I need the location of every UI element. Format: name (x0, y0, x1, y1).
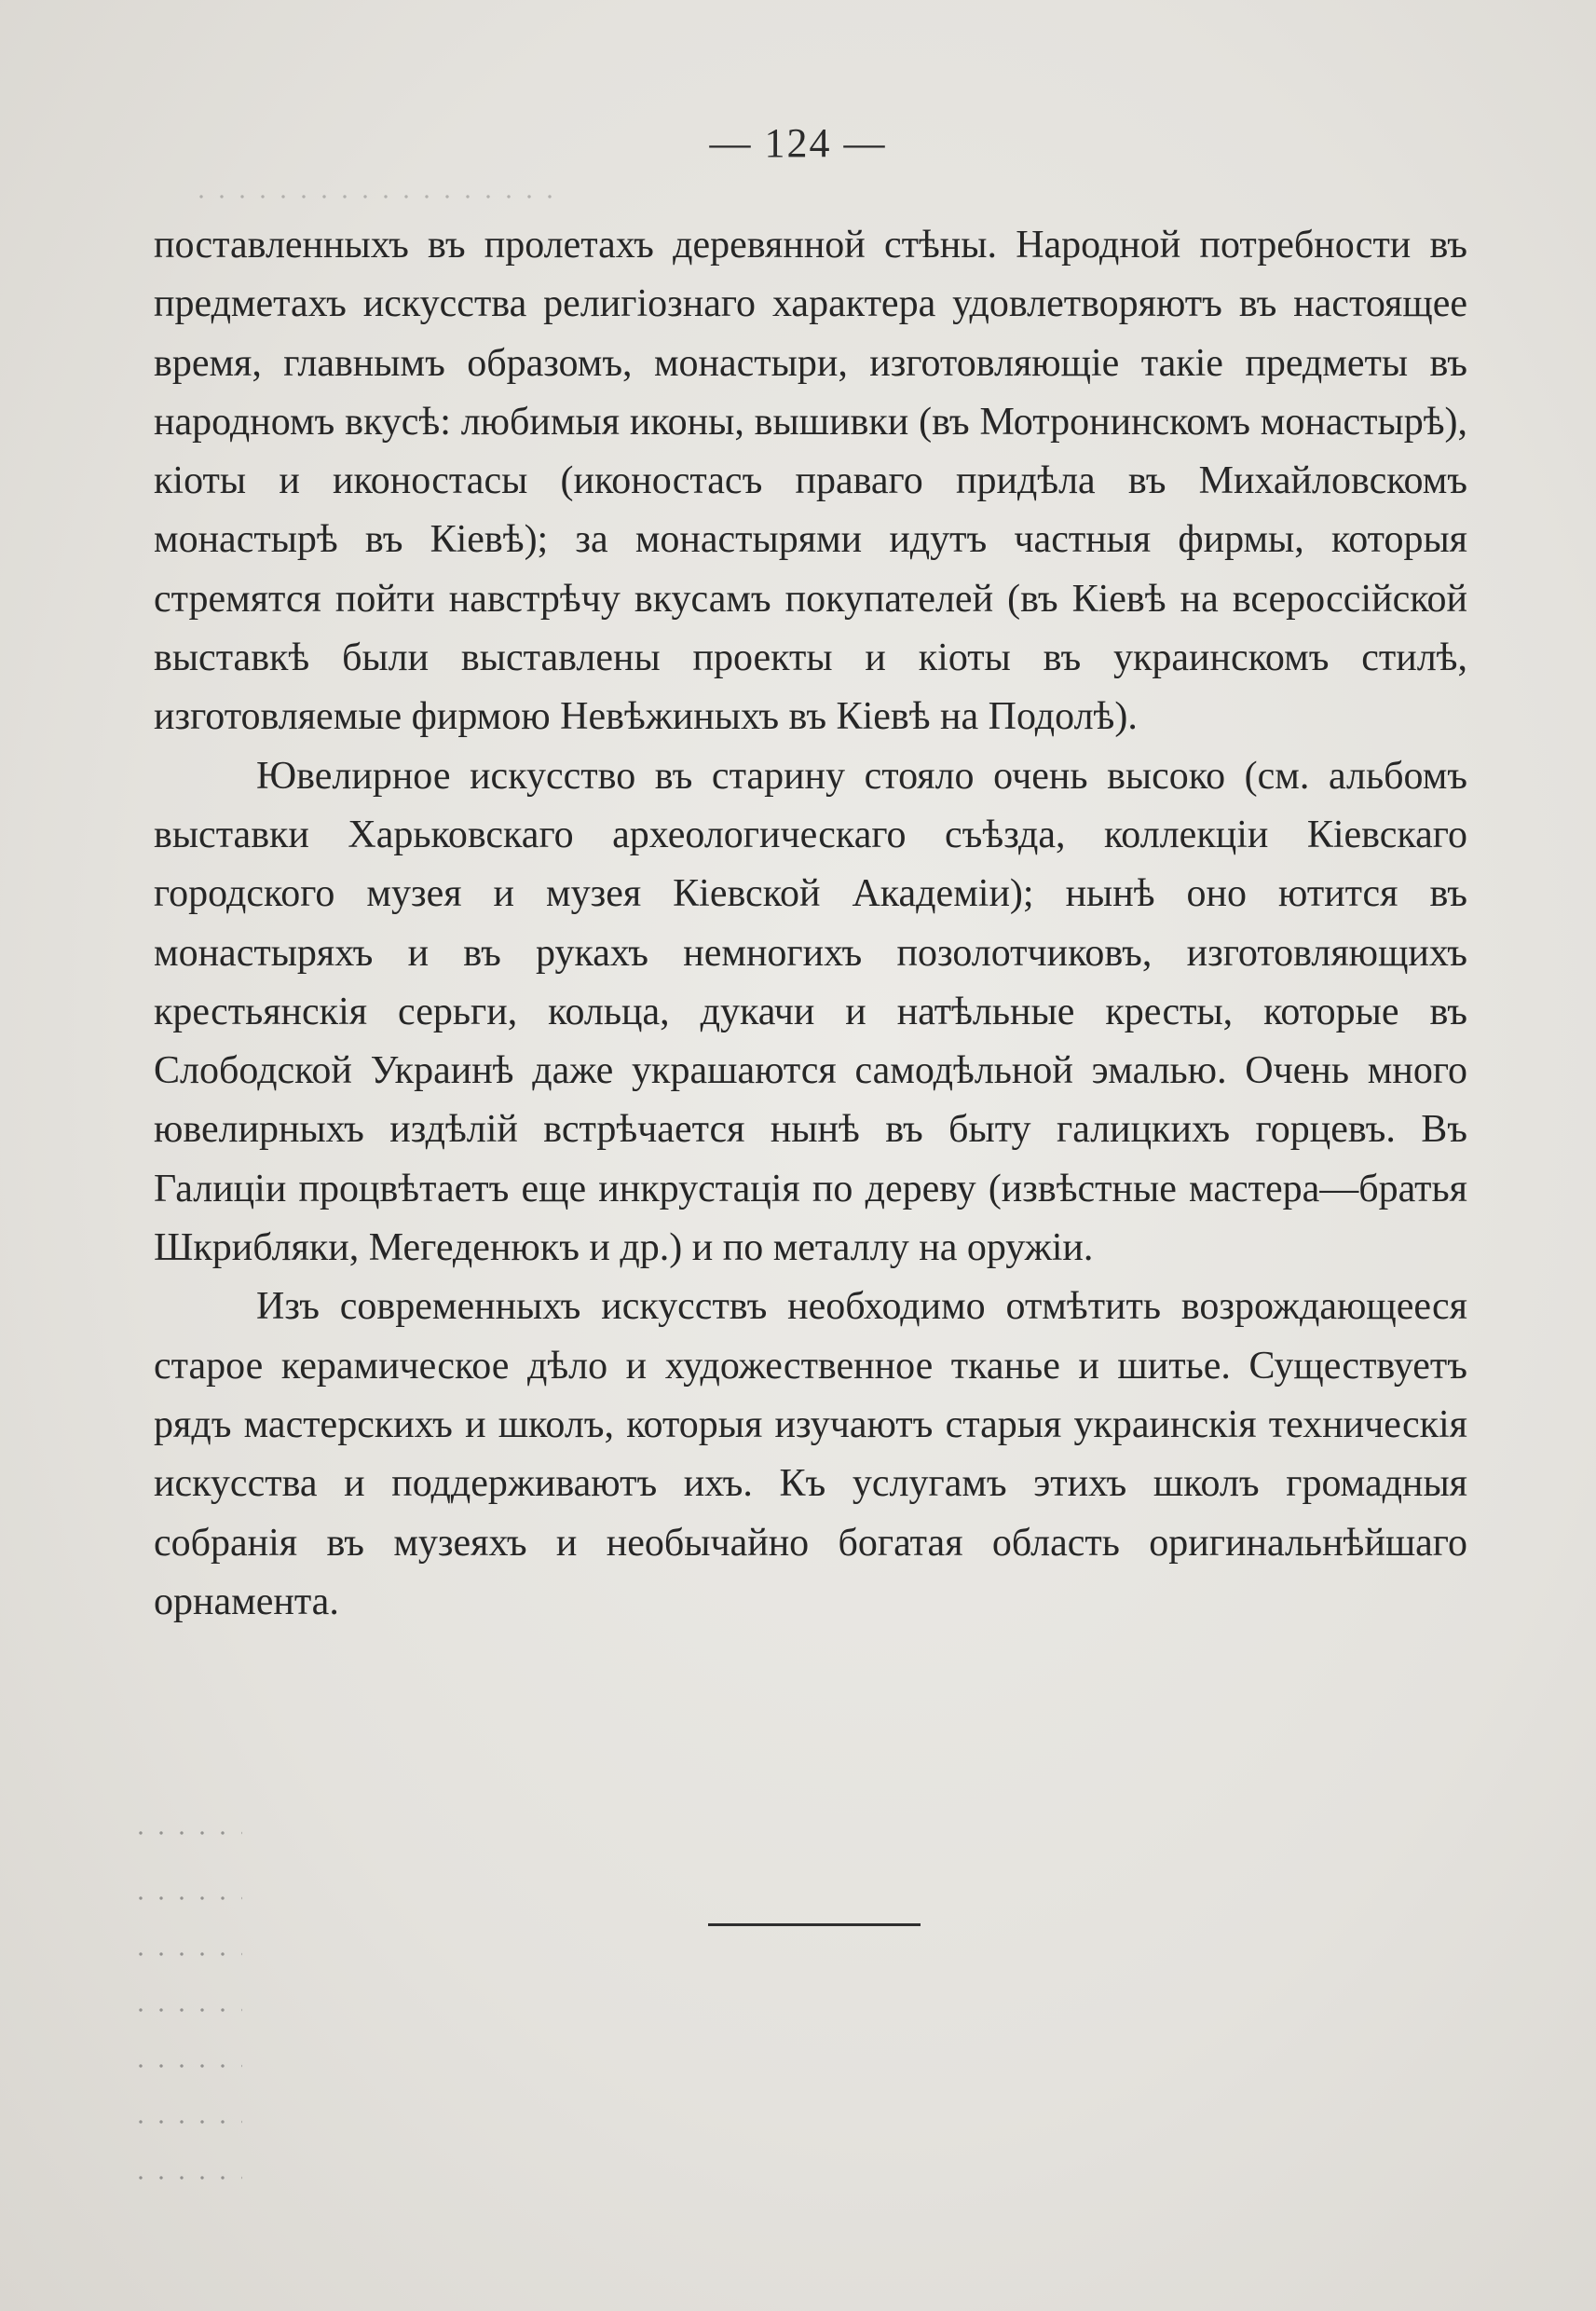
end-rule (708, 1923, 921, 1926)
paragraph-continuation: поставленныхъ въ пролетахъ деревянной стѣны. Народной потребности въ предметахъ искусства религіознаго характера удовлетворяютъ въ настоящее время, главнымъ образомъ, монастыри, изготовляющіе такіе предметы въ народномъ вкусѣ: любимыя иконы, вышивки (въ Мотронинскомъ монастырѣ), кіоты и иконостасы (иконостасъ праваго придѣла въ Михайловскомъ монастырѣ въ Кіевѣ); за монастырями идутъ частныя фирмы, которыя стремятся пойти навстрѣчу вкусамъ покупателей (въ Кіевѣ на всероссійской выставкѣ были выставлены проекты и кіоты въ украинскомъ стилѣ, изготовляемые фирмою Невѣжиныхъ въ Кіевѣ на Подолѣ). (154, 224, 1467, 739)
margin-dots-6 (130, 2115, 242, 2128)
margin-dots-5 (130, 2059, 242, 2072)
body-text (154, 216, 1467, 1632)
paragraph-jewelry: Ювелирное искусство въ старину стояло очень высоко (см. альбомъ выставки Харьковскаго археологическаго съѣзда, коллекціи Кіевскаго городского музея и музея Кіевской Академіи); нынѣ оно ютится въ монастыряхъ и въ рукахъ немногихъ позолотчиковъ, изготовляющихъ крестьянскія серьги, кольца, дукачи и натѣльные кресты, которые въ Слободской Украинѣ даже украшаются самодѣльной эмалью. Очень много ювелирныхъ издѣлій встрѣчается нынѣ въ быту галицкихъ горцевъ. Въ Галиціи процвѣтаетъ еще инкрустація по дереву (извѣстные мастера—братья Шкрибляки, Мегеденюкъ и др.) и по металлу на оружіи. (154, 754, 1467, 1270)
decorative-dots-top (191, 190, 564, 203)
margin-dots-1 (130, 1826, 242, 1839)
margin-dots-7 (130, 2171, 242, 2184)
margin-dots-4 (130, 2003, 242, 2017)
margin-dots-3 (130, 1948, 242, 1961)
margin-dots-2 (130, 1892, 242, 1905)
page-number: — 124 — (709, 120, 887, 166)
paragraph-modern-arts: Изъ современныхъ искусствъ необходимо отмѣтить возрождающееся старое керамическое дѣло и художественное тканье и шитье. Существуетъ рядъ мастерскихъ и школъ, которыя изучаютъ старыя украинскія техническія искусства и поддерживаютъ ихъ. Къ услугамъ этихъ школъ громадныя собранія въ музеяхъ и необычайно богатая область оригинальнѣйшаго орнамента. (154, 1285, 1467, 1623)
